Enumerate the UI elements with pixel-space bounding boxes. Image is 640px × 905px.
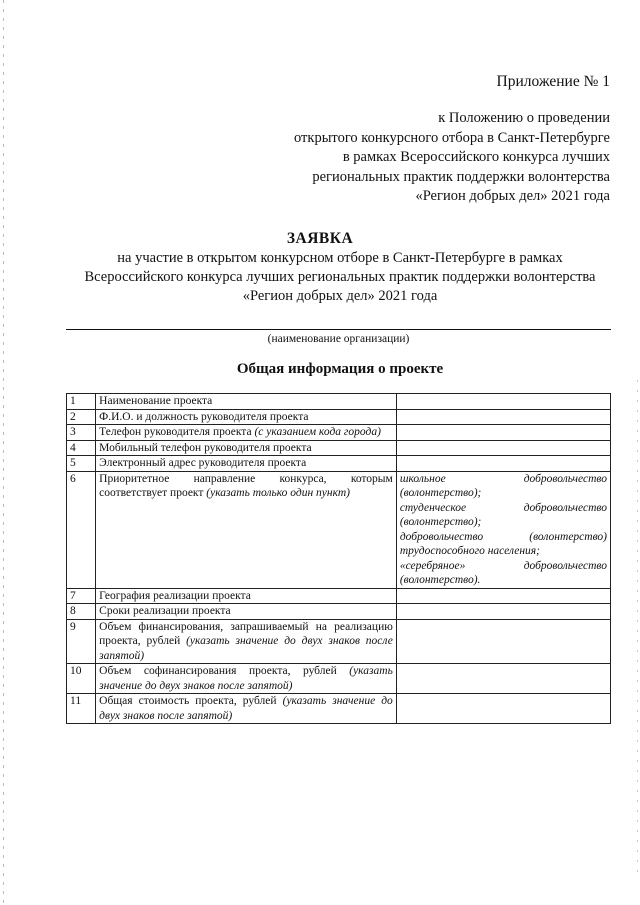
priority-option-adult: добровольчество (волонтерство) трудоспособного населения;: [399, 530, 607, 557]
appendix-title: Приложение № 1: [496, 73, 610, 90]
row-label: [96, 409, 397, 425]
row-label-text: Общая стоимость проекта, рублей: [99, 695, 277, 707]
row-label: [96, 456, 397, 472]
row-label-text: Сроки реализации проекта: [99, 605, 231, 617]
subtitle-line: «Регион добрых дел» 2021 года: [242, 288, 438, 304]
section-heading: Общая информация о проекте: [236, 361, 444, 377]
table-row: [67, 619, 611, 664]
table-row: [67, 588, 611, 604]
row-value-cell[interactable]: [396, 440, 610, 456]
row-value-cell[interactable]: [396, 619, 610, 664]
project-info-table: [66, 393, 611, 724]
row-number: 11: [67, 694, 96, 724]
row-number: 4: [67, 440, 96, 456]
priority-option-silver: «серебряное» добровольчество (волонтерство).: [399, 559, 607, 586]
appendix-line: к Положению о проведении: [438, 110, 610, 126]
application-subtitle: [40, 249, 640, 306]
application-title: ЗАЯВКА: [286, 230, 354, 247]
table-row: [67, 664, 611, 694]
row-note: (указать значение до двух знаков после запятой): [99, 635, 393, 662]
row-number: 7: [67, 588, 96, 604]
appendix-line: в рамках Всероссийского конкурса лучших: [342, 149, 610, 165]
row-number: 5: [67, 456, 96, 472]
row-label-text: Объем финансирования, запрашиваемый на реализацию проекта, рублей: [99, 620, 393, 647]
row-value-cell[interactable]: [396, 456, 610, 472]
row-note: (указать значение до двух знаков после запятой): [99, 695, 393, 722]
row-label-text: Приоритетное направление конкурса, которым соответствует проект: [99, 472, 393, 499]
table-row: [67, 694, 611, 724]
subtitle-line: на участие в открытом конкурсном отборе в Санкт-Петербурге в рамках: [117, 250, 563, 266]
row-label-text: География реализации проекта: [99, 589, 251, 602]
table-row: [67, 425, 611, 441]
row-label-text: Ф.И.О. и должность руководителя проекта: [99, 410, 309, 423]
row-number: 10: [67, 664, 96, 694]
table-row: [67, 394, 611, 410]
row-number: 2: [67, 409, 96, 425]
subtitle-line: Всероссийского конкурса лучших региональных практик поддержки волонтерства: [84, 269, 596, 285]
row-label: [96, 604, 397, 620]
row-value-cell[interactable]: [396, 394, 610, 410]
row-number: 8: [67, 604, 96, 620]
appendix-reference: [294, 109, 610, 207]
priority-options-cell: [396, 471, 610, 588]
row-value-cell[interactable]: [396, 694, 610, 724]
table-row: [67, 440, 611, 456]
appendix-line: открытого конкурсного отбора в Санкт-Петербурге: [294, 129, 610, 146]
row-value-cell[interactable]: [396, 425, 610, 441]
row-label-text: Мобильный телефон руководителя проекта: [99, 441, 312, 454]
table-row: [67, 604, 611, 620]
scan-edge-right: [637, 380, 638, 880]
row-value-cell[interactable]: [396, 409, 610, 425]
table-row: [67, 409, 611, 425]
row-label-text: Электронный адрес руководителя проекта: [99, 457, 307, 469]
row-value-cell[interactable]: [396, 588, 610, 604]
row-value-cell[interactable]: [396, 664, 610, 694]
row-label: [96, 471, 397, 588]
row-label-text: Объем софинансирования проекта, рублей: [99, 665, 337, 677]
organization-name-line: [66, 329, 611, 330]
table-row: [67, 456, 611, 472]
priority-option-student: студенческое добровольчество (волонтерство);: [399, 501, 607, 528]
appendix-line: «Регион добрых дел» 2021 года: [415, 188, 610, 204]
row-number: 3: [67, 425, 96, 441]
row-note: (с указанием кода города): [254, 426, 381, 438]
appendix-line: региональных практик поддержки волонтерства: [312, 168, 610, 185]
row-label: [96, 619, 397, 664]
row-note: (указать значение до двух знаков после запятой): [99, 665, 393, 692]
row-label-text: Телефон руководителя проекта: [99, 426, 252, 438]
table-row: [67, 471, 611, 588]
priority-option-school: школьное добровольчество (волонтерство);: [399, 472, 607, 499]
row-number: 9: [67, 619, 96, 664]
row-label: [96, 425, 397, 441]
row-note: (указать только один пункт): [206, 487, 350, 499]
row-label: [96, 664, 397, 694]
row-label: [96, 440, 397, 456]
row-label: [96, 694, 397, 724]
row-value-cell[interactable]: [396, 604, 610, 620]
row-number: 6: [67, 471, 96, 588]
organization-name-caption: (наименование организации): [267, 333, 410, 345]
row-number: 1: [67, 394, 96, 410]
row-label: [96, 394, 397, 410]
scan-edge-left: [3, 0, 4, 905]
row-label: [96, 588, 397, 604]
row-label-text: Наименование проекта: [99, 395, 213, 407]
